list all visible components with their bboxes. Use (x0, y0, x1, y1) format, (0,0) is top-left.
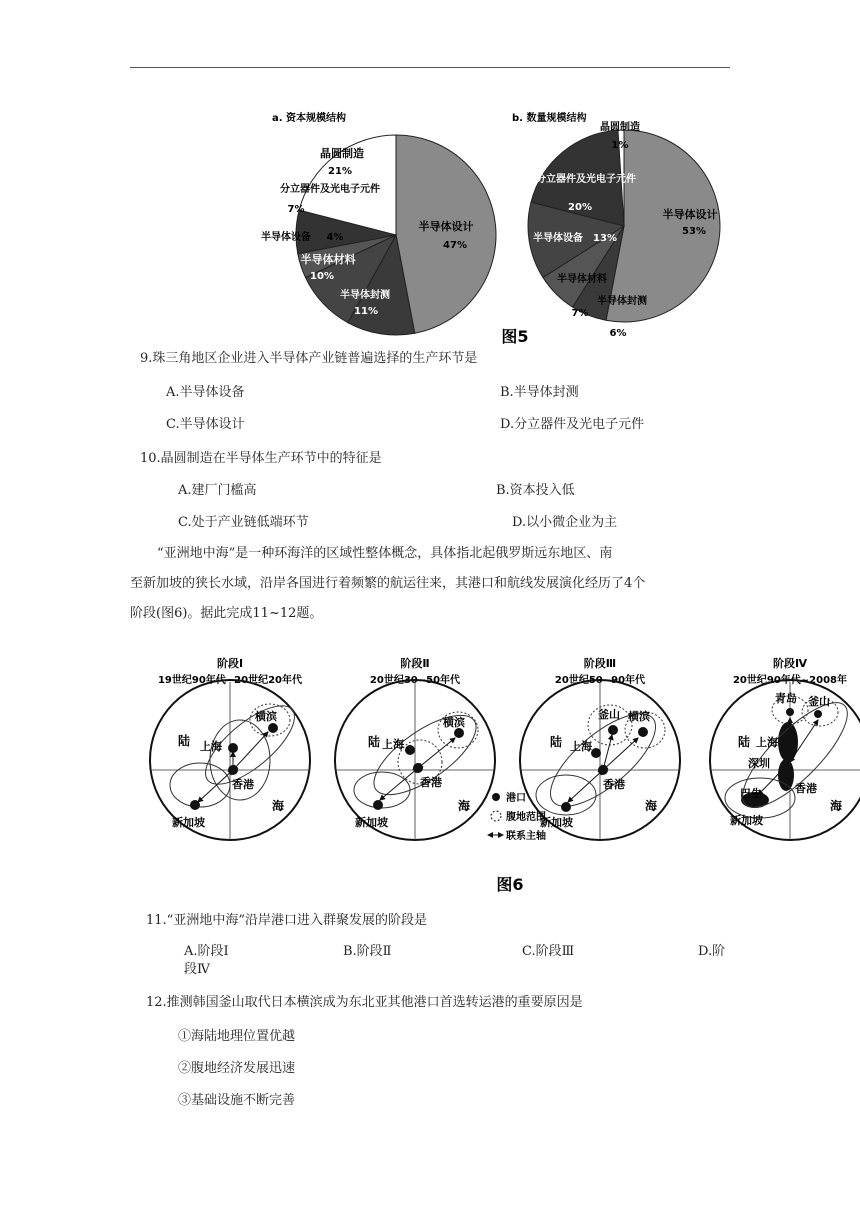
figure-6-legend (488, 791, 546, 842)
stage-1-sea: 海 (272, 799, 285, 813)
q10-stem: 10.晶圆制造在半导体生产环节中的特征是 (140, 451, 382, 466)
pie-b-label-packaging: 半导体封测 (597, 296, 647, 307)
stage-4-port-hongkong: 香港 (795, 782, 817, 795)
pie-a-label-packaging: 半导体封测 (340, 290, 390, 301)
figure-6 (0, 650, 860, 900)
stage-4-port-shenzhen: 深圳 (748, 757, 770, 770)
pie-b-label-wafer: 晶圆制造 (600, 122, 640, 133)
pie-b-value-wafer: 1% (611, 140, 629, 151)
q10-option-c[interactable]: C.处于产业链低端环节 (178, 515, 309, 530)
stage-4-period: 20世纪90年代~2008年 (732, 675, 848, 686)
pie-slice-a-0 (396, 135, 496, 333)
stage-2-land: 陆 (368, 735, 381, 749)
stage-4-land: 陆 (738, 735, 751, 749)
passage-line-1: “亚洲地中海”是一种环海洋的区域性整体概念，具体指北起俄罗斯远东地区、南 (157, 546, 613, 561)
pie-a-value-packaging: 11% (354, 306, 378, 317)
q11-stem: 11.“亚洲地中海”沿岸港口进入群聚发展的阶段是 (146, 913, 427, 928)
q9-stem: 9.珠三角地区企业进入半导体产业链普遍选择的生产环节是 (140, 351, 478, 366)
pie-b-value-design: 53% (682, 226, 706, 237)
stage-4-port-shanghai: 上海 (756, 736, 778, 749)
pie-a-value-design: 47% (443, 240, 467, 251)
stage-3-sea: 海 (645, 799, 658, 813)
stage-2-sea: 海 (458, 799, 471, 813)
stage-3-port-singapore: 新加坡 (540, 816, 573, 829)
stage-1-port-shanghai: 上海 (200, 740, 222, 753)
pie-a-value-material: 10% (310, 271, 334, 282)
q12-statement-1: ①海陆地理位置优越 (178, 1029, 296, 1044)
pie-b-label-design: 半导体设计 (662, 208, 718, 221)
pie-a-value-equipment: 4% (326, 232, 344, 243)
pie-b-value-equipment: 13% (593, 233, 617, 244)
pie-a-label-discrete: 分立器件及光电子元件 (280, 184, 380, 195)
stage-1-port-yokohama: 横滨 (255, 710, 277, 723)
stage-4-diagram (710, 680, 860, 840)
q9-option-b[interactable]: B.半导体封测 (500, 385, 579, 400)
q10-option-a[interactable]: A.建厂门槛高 (178, 483, 257, 498)
pie-b-value-material: 7% (571, 308, 589, 319)
pie-a-label-wafer: 晶圆制造 (320, 147, 364, 160)
stage-2-port-yokohama: 横滨 (443, 716, 465, 729)
stage-2-port-shanghai: 上海 (382, 738, 404, 751)
stage-1-land: 陆 (178, 734, 191, 748)
stage-4-port-singapore: 新加坡 (730, 814, 763, 827)
pie-a-label-equipment: 半导体设备 (261, 232, 311, 243)
stage-3-port-busan: 釜山 (598, 708, 620, 721)
q12-statement-2: ②腹地经济发展迅速 (178, 1061, 296, 1076)
stage-3-period: 20世纪50~90年代 (554, 675, 646, 686)
q12-stem: 12.推测韩国釜山取代日本横滨成为东北亚其他港口首选转运港的重要原因是 (146, 995, 583, 1010)
stage-4-port-busan: 釜山 (808, 695, 830, 708)
q11-option-d[interactable]: D.阶 (698, 944, 726, 959)
stage-1-port-singapore: 新加坡 (172, 816, 205, 829)
legend-hinterland: 腹地范围 (506, 812, 546, 823)
stage-2-name: 阶段Ⅱ (400, 657, 430, 670)
stage-3-diagram (520, 680, 680, 840)
q9-option-d[interactable]: D.分立器件及光电子元件 (500, 417, 645, 432)
pie-b-value-discrete: 20% (568, 202, 592, 213)
pie-b-value-packaging: 6% (609, 328, 627, 339)
pie-b-label-discrete: 分立器件及光电子元件 (536, 174, 636, 185)
q10-option-d[interactable]: D.以小微企业为主 (512, 515, 618, 530)
figure-6-caption: 图6 (496, 875, 524, 894)
passage-line-3: 阶段(图6)。据此完成11~12题。 (130, 606, 323, 621)
q10-option-b[interactable]: B.资本投入低 (496, 483, 575, 498)
q11-option-b[interactable]: B.阶段Ⅱ (343, 944, 392, 959)
top-rule (130, 67, 730, 68)
pie-a-label-material: 半导体材料 (300, 253, 356, 266)
figure-5 (0, 100, 860, 345)
stage-3-port-shanghai: 上海 (570, 740, 592, 753)
pie-a-title: a. 资本规模结构 (272, 113, 347, 124)
stage-4-sea: 海 (830, 799, 843, 813)
q11-option-d-wrap[interactable]: 段Ⅳ (184, 962, 210, 977)
stage-2-period: 20世纪30~50年代 (369, 675, 461, 686)
stage-1-diagram (150, 680, 310, 840)
stage-4-port-qingdao: 青岛 (775, 692, 797, 705)
q12-statement-3: ③基础设施不断完善 (178, 1093, 296, 1108)
stage-1-name: 阶段Ⅰ (216, 657, 244, 670)
pie-b-label-material: 半导体材料 (557, 274, 607, 285)
stage-4-port-klang: 巴生 (740, 787, 762, 800)
passage-line-2: 至新加坡的狭长水域，沿岸各国进行着频繁的航运往来，其港口和航线发展演化经历了4个 (130, 576, 646, 591)
stage-2-diagram (335, 680, 495, 840)
stage-3-name: 阶段Ⅲ (583, 657, 617, 670)
pie-b-title: b. 数量规模结构 (512, 113, 587, 124)
pie-a-label-design: 半导体设计 (418, 220, 474, 233)
stage-4-name: 阶段Ⅳ (772, 657, 808, 670)
legend-axis: 联系主轴 (506, 831, 546, 842)
q11-option-c[interactable]: C.阶段Ⅲ (522, 944, 575, 959)
stage-3-land: 陆 (550, 735, 563, 749)
pie-a-value-discrete: 7% (287, 204, 305, 215)
q11-option-a[interactable]: A.阶段Ⅰ (184, 944, 229, 959)
q9-option-c[interactable]: C.半导体设计 (166, 417, 245, 432)
figure-5-caption: 图5 (501, 327, 529, 345)
stage-1-port-hongkong: 香港 (232, 778, 254, 791)
stage-1-period: 19世纪90年代~20世纪20年代 (157, 675, 303, 686)
stage-2-port-hongkong: 香港 (420, 776, 442, 789)
legend-port: 港口 (506, 793, 526, 804)
stage-3-port-yokohama: 横滨 (628, 710, 650, 723)
pie-a-value-wafer: 21% (328, 166, 352, 177)
q9-option-a[interactable]: A.半导体设备 (166, 385, 245, 400)
stage-3-port-hongkong: 香港 (603, 778, 625, 791)
stage-2-port-singapore: 新加坡 (355, 816, 388, 829)
pie-b-label-equipment: 半导体设备 (533, 233, 583, 244)
